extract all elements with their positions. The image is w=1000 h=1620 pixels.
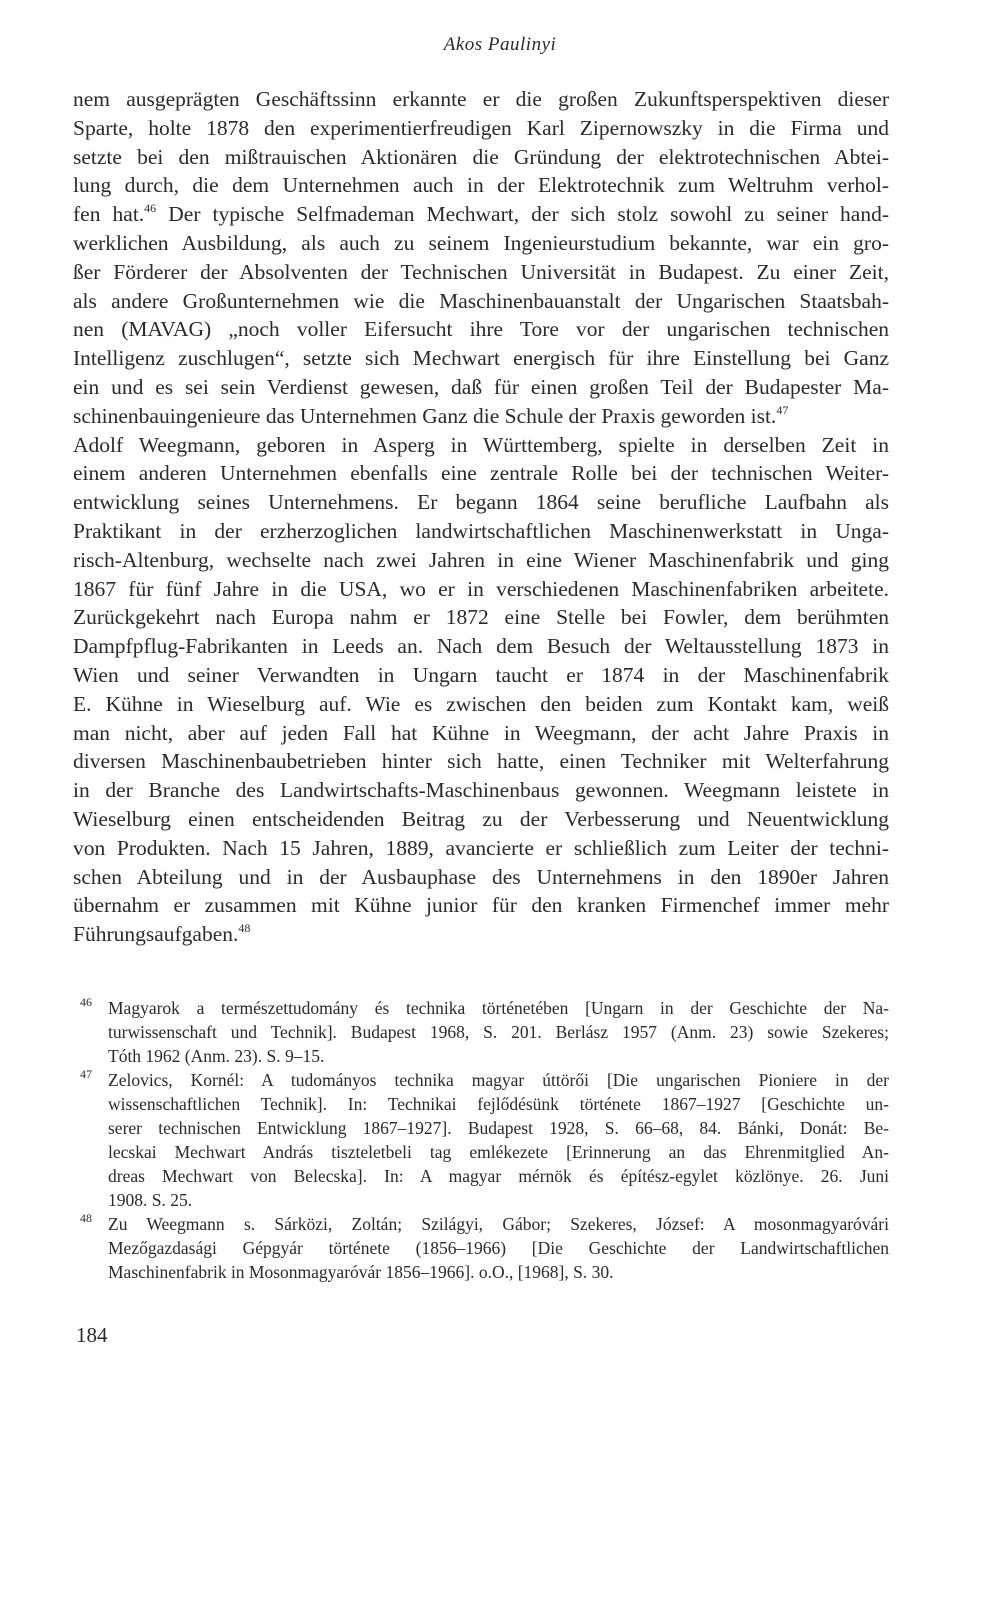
footnote-number: 48 <box>80 1211 92 1225</box>
body-line: als andere Großunternehmen wie die Maschinenbauanstalt der Ungarischen Staatsbah- <box>73 288 889 313</box>
body-line: Dampfpflug-Fabrikanten in Leeds an. Nach dem Besuch der Weltausstellung 1873 in <box>73 634 889 659</box>
body-text-segment: schinenbauingenieure das Unternehmen Ganz die Schule der Praxis geworden ist. <box>73 403 777 428</box>
body-line: E. Kühne in Wieselburg auf. Wie es zwischen den beiden zum Kontakt kam, weiß <box>73 691 889 716</box>
body-line: Adolf Weegmann, geboren in Asperg in Württemberg, spielte in derselben Zeit in <box>73 432 889 457</box>
body-line <box>73 200 889 229</box>
body-line: ein und es sei sein Verdienst gewesen, daß für einen großen Teil der Budapester Ma- <box>73 374 889 399</box>
body-line: Zurückgekehrt nach Europa nahm er 1872 eine Stelle bei Fowler, dem berühmten <box>73 605 889 630</box>
body-line: werklichen Ausbildung, als auch zu seinem Ingenieurstudium bekannte, war ein gro- <box>73 230 889 255</box>
page-number: 184 <box>76 1323 108 1347</box>
footnote-line: Maschinenfabrik in Mosonmagyaróvár 1856–1966]. o.O., [1968], S. 30. <box>108 1262 614 1282</box>
footnote-marker: 47 <box>776 402 789 417</box>
footnote-line: Tóth 1962 (Anm. 23). S. 9–15. <box>108 1046 325 1066</box>
body-line: risch-Altenburg, wechselte nach zwei Jahren in eine Wiener Maschinenfabrik und ging <box>73 547 889 572</box>
footnote-line: wissenschaftlichen Technik]. In: Technikai fejlődésünk története 1867–1927 [Geschichte un- <box>108 1094 889 1114</box>
footnote <box>80 996 889 1068</box>
body-line: lung durch, die dem Unternehmen auch in der Elektrotechnik zum Weltruhm verhol- <box>73 173 889 198</box>
body-line: Wieselburg einen entscheidenden Beitrag zu der Verbesserung und Neuentwicklung <box>73 806 889 831</box>
body-line <box>73 920 889 949</box>
body-line: nem ausgeprägten Geschäftssinn erkannte er die großen Zukunftsperspektiven dieser <box>73 87 889 111</box>
footnote-text: Zu Weegmann s. Sárközi, Zoltán; Szilágyi, Gábor; Szekeres, József: A mosonmagyaróvári <box>108 1214 889 1234</box>
footnote-line: turwissenschaft und Technik]. Budapest 1968, S. 201. Berlász 1957 (Anm. 23) sowie Szekeres; <box>108 1022 889 1042</box>
footnotes <box>80 996 889 1284</box>
body-text-segment: Der typische Selfmademan Mechwart, der sich stolz sowohl zu seiner hand- <box>168 202 889 227</box>
footnote-line <box>80 1212 889 1236</box>
footnote-line: dreas Mechwart von Belecska]. In: A magyar mérnök és építész-egylet közlönye. 26. Juni <box>108 1166 889 1186</box>
footnote-line: lecskai Mechwart András tiszteletbeli tag emlékezete [Erinnerung an das Ehrenmitglied An- <box>108 1142 889 1162</box>
footnote-marker: 46 <box>144 201 157 216</box>
body-line: ßer Förderer der Absolventen der Technischen Universität in Budapest. Zu einer Zeit, <box>73 259 889 284</box>
running-head: Akos Paulinyi <box>443 34 557 55</box>
body-line: einem anderen Unternehmen ebenfalls eine zentrale Rolle bei der technischen Weiter- <box>73 461 889 486</box>
footnote-text: Magyarok a természettudomány és technika történetében [Ungarn in der Geschichte der Na- <box>108 998 889 1018</box>
body-line: schen Abteilung und in der Ausbauphase des Unternehmens in den 1890er Jahren <box>73 864 889 889</box>
footnote <box>80 1212 889 1284</box>
body-line: 1867 für fünf Jahre in die USA, wo er in verschiedenen Maschinenfabriken arbeitete. <box>73 576 889 601</box>
body-line: entwicklung seines Unternehmens. Er begann 1864 seine berufliche Laufbahn als <box>73 490 889 515</box>
body-text <box>73 85 889 949</box>
footnote-line: serer technischen Entwicklung 1867–1927]. Budapest 1928, S. 66–68, 84. Bánki, Donát: Be- <box>108 1118 889 1138</box>
footnote <box>80 1068 889 1212</box>
body-line <box>73 402 889 431</box>
body-line: in der Branche des Landwirtschafts-Maschinenbaus gewonnen. Weegmann leistete in <box>73 778 889 803</box>
body-line: nen (MAVAG) „noch voller Eifersucht ihre Tore vor der ungarischen technischen <box>73 317 889 342</box>
body-line: von Produkten. Nach 15 Jahren, 1889, avancierte er schließlich zum Leiter der techni- <box>73 835 889 860</box>
body-line: Sparte, holte 1878 den experimentierfreudigen Karl Zipernowszky in die Firma und <box>73 115 889 140</box>
footnote-number: 47 <box>80 1067 92 1081</box>
body-line: übernahm er zusammen mit Kühne junior für den kranken Firmenchef immer mehr <box>73 893 889 918</box>
body-line: Intelligenz zuschlugen“, setzte sich Mechwart energisch für ihre Einstellung bei Ganz <box>73 346 889 371</box>
footnote-line: 1908. S. 25. <box>108 1190 193 1210</box>
footnote-line <box>80 996 889 1020</box>
body-text-segment: fen hat. <box>73 202 145 227</box>
body-line: man nicht, aber auf jeden Fall hat Kühne in Weegmann, der acht Jahre Praxis in <box>73 720 889 745</box>
body-line: diversen Maschinenbaubetrieben hinter sich hatte, einen Techniker mit Welterfahrung <box>73 749 889 774</box>
body-line: setzte bei den mißtrauischen Aktionären die Gründung der elektrotechnischen Abtei- <box>73 144 889 169</box>
footnote-text: Zelovics, Kornél: A tudományos technika magyar úttörői [Die ungarischen Pioniere in der <box>108 1070 889 1090</box>
body-line: Wien und seiner Verwandten in Ungarn taucht er 1874 in der Maschinenfabrik <box>73 662 889 687</box>
body-line: Praktikant in der erzherzoglichen landwirtschaftlichen Maschinenwerkstatt in Unga- <box>73 518 889 543</box>
footnote-line <box>80 1068 889 1092</box>
body-text-segment: Führungsaufgaben. <box>73 922 239 947</box>
footnote-marker: 48 <box>238 921 251 936</box>
footnote-number: 46 <box>80 995 92 1009</box>
footnote-line: Mezőgazdasági Gépgyár története (1856–1966) [Die Geschichte der Landwirtschaftlichen <box>108 1238 889 1258</box>
